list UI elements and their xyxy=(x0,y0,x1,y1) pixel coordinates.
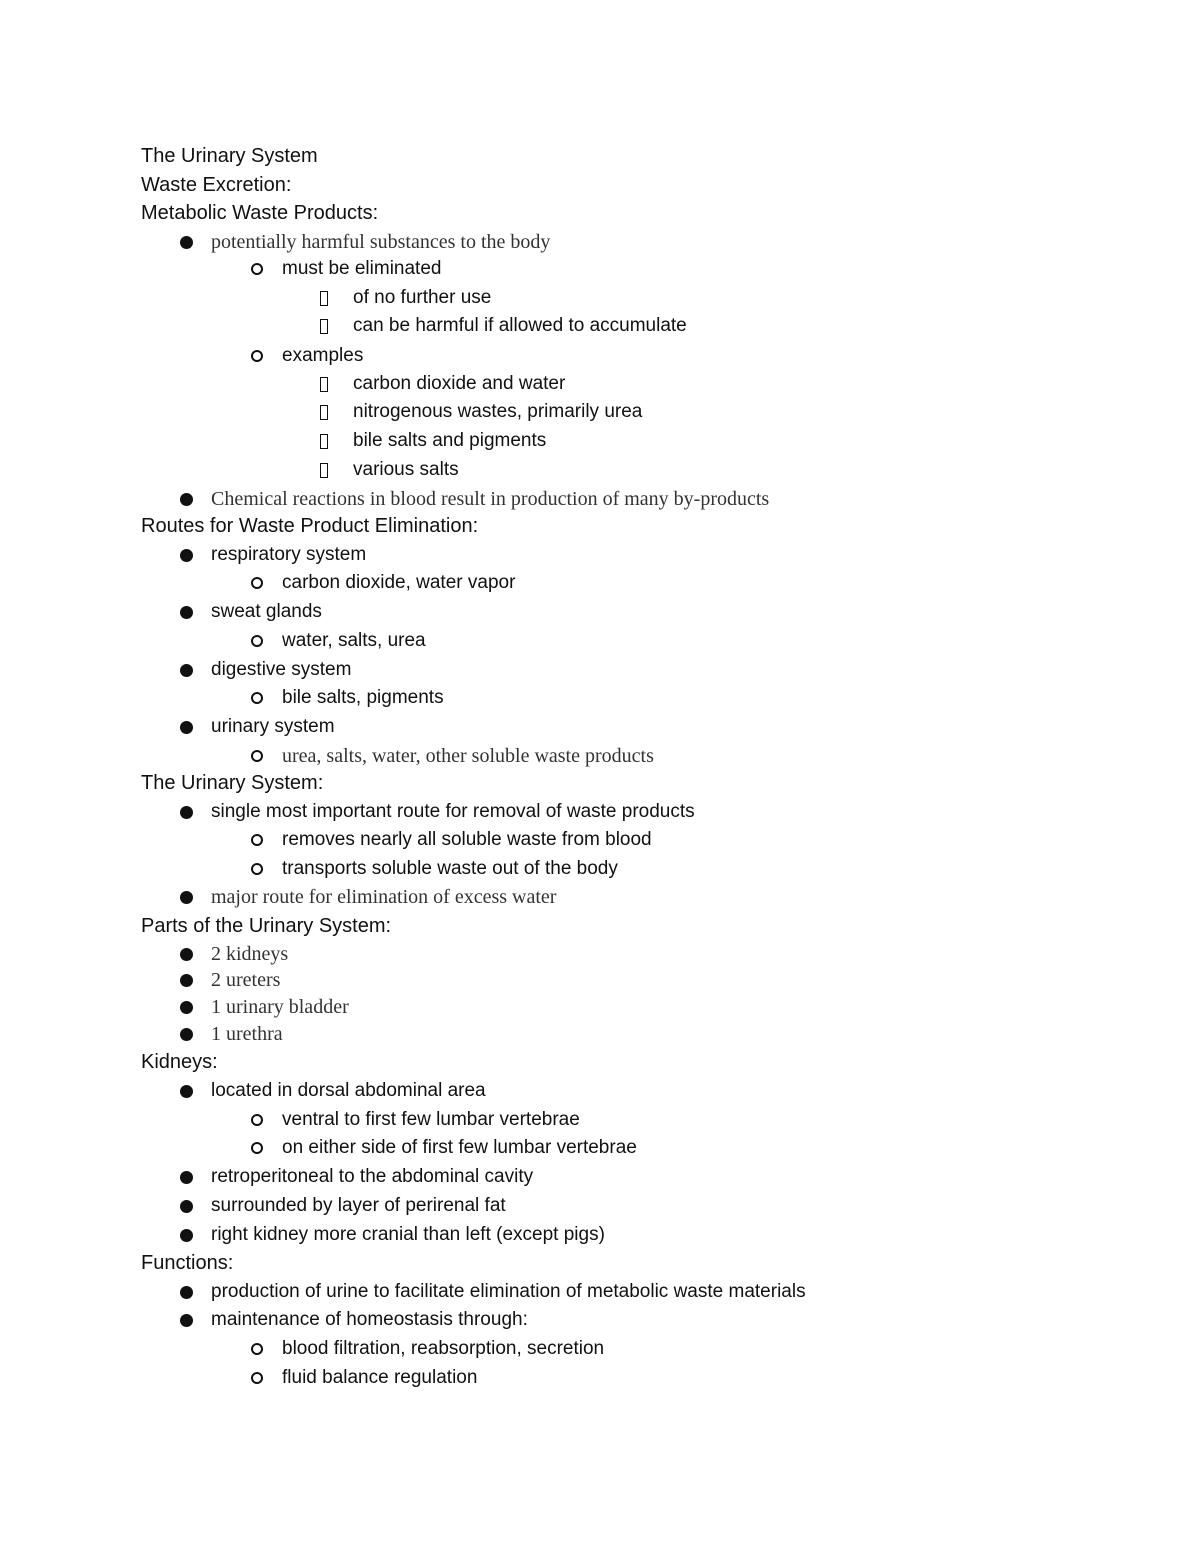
list-item-text: can be harmful if allowed to accumulate xyxy=(353,315,687,336)
section-heading-kidneys: Kidneys: xyxy=(141,1051,218,1073)
filled-bullet-icon xyxy=(176,1077,196,1105)
list-item-text: carbon dioxide, water vapor xyxy=(282,572,516,593)
list-item-text: examples xyxy=(282,345,364,366)
filled-bullet-icon xyxy=(176,228,196,256)
list-item-text: respiratory system xyxy=(211,544,367,565)
filled-bullet-icon xyxy=(176,883,196,911)
missing-glyph-box-icon xyxy=(314,456,334,484)
list-item-text: 2 ureters xyxy=(211,969,281,991)
list-item-text: nitrogenous wastes, primarily urea xyxy=(353,401,643,422)
list-item-text: various salts xyxy=(353,459,459,480)
missing-glyph-box-icon xyxy=(314,398,334,426)
hollow-circle-bullet-icon xyxy=(247,684,267,712)
filled-bullet-icon xyxy=(176,1278,196,1306)
missing-glyph-box-icon xyxy=(314,284,334,312)
filled-bullet-icon xyxy=(176,940,196,968)
hollow-circle-bullet-icon xyxy=(247,1134,267,1162)
list-item-text: potentially harmful substances to the body xyxy=(211,231,551,253)
section-heading-urinary-system: The Urinary System: xyxy=(141,772,324,794)
list-item-text: 1 urinary bladder xyxy=(211,996,349,1018)
list-item-text: single most important route for removal of waste products xyxy=(211,801,695,822)
filled-bullet-icon xyxy=(176,1192,196,1220)
list-item-text: located in dorsal abdominal area xyxy=(211,1080,486,1101)
section-heading-metabolic-waste: Metabolic Waste Products: xyxy=(141,202,379,224)
hollow-circle-bullet-icon xyxy=(247,826,267,854)
hollow-circle-bullet-icon xyxy=(247,255,267,283)
filled-bullet-icon xyxy=(176,656,196,684)
list-item-text: must be eliminated xyxy=(282,258,442,279)
list-item-text: 1 urethra xyxy=(211,1023,283,1045)
list-item-text: water, salts, urea xyxy=(282,630,426,651)
list-item-text: of no further use xyxy=(353,287,492,308)
list-item-text: retroperitoneal to the abdominal cavity xyxy=(211,1166,534,1187)
list-item-text: surrounded by layer of perirenal fat xyxy=(211,1195,506,1216)
list-item-text: urinary system xyxy=(211,716,335,737)
list-item-text: removes nearly all soluble waste from blood xyxy=(282,829,652,850)
list-item-text: sweat glands xyxy=(211,601,322,622)
filled-bullet-icon xyxy=(176,598,196,626)
missing-glyph-box-icon xyxy=(314,427,334,455)
list-item-text: carbon dioxide and water xyxy=(353,373,566,394)
section-heading-parts: Parts of the Urinary System: xyxy=(141,915,392,937)
section-heading-routes: Routes for Waste Product Elimination: xyxy=(141,515,479,537)
missing-glyph-box-icon xyxy=(314,370,334,398)
hollow-circle-bullet-icon xyxy=(247,1364,267,1392)
hollow-circle-bullet-icon xyxy=(247,742,267,770)
hollow-circle-bullet-icon xyxy=(247,1335,267,1363)
list-item-text: digestive system xyxy=(211,659,352,680)
list-item-text: 2 kidneys xyxy=(211,943,289,965)
hollow-circle-bullet-icon xyxy=(247,342,267,370)
filled-bullet-icon xyxy=(176,1306,196,1334)
section-heading-functions: Functions: xyxy=(141,1252,234,1274)
list-item-text: urea, salts, water, other soluble waste products xyxy=(282,745,654,767)
list-item-text: right kidney more cranial than left (except pigs) xyxy=(211,1224,605,1245)
filled-bullet-icon xyxy=(176,541,196,569)
filled-bullet-icon xyxy=(176,485,196,513)
hollow-circle-bullet-icon xyxy=(247,1106,267,1134)
list-item-text: bile salts and pigments xyxy=(353,430,547,451)
list-item-text: ventral to first few lumbar vertebrae xyxy=(282,1109,580,1130)
filled-bullet-icon xyxy=(176,1163,196,1191)
filled-bullet-icon xyxy=(176,1221,196,1249)
hollow-circle-bullet-icon xyxy=(247,855,267,883)
section-heading-waste-excretion: Waste Excretion: xyxy=(141,174,292,196)
filled-bullet-icon xyxy=(176,966,196,994)
filled-bullet-icon xyxy=(176,1020,196,1048)
document-title: The Urinary System xyxy=(141,145,318,167)
filled-bullet-icon xyxy=(176,713,196,741)
hollow-circle-bullet-icon xyxy=(247,569,267,597)
filled-bullet-icon xyxy=(176,798,196,826)
list-item-text: fluid balance regulation xyxy=(282,1367,478,1388)
missing-glyph-box-icon xyxy=(314,312,334,340)
list-item-text: major route for elimination of excess water xyxy=(211,886,557,908)
list-item-text: transports soluble waste out of the body xyxy=(282,858,618,879)
filled-bullet-icon xyxy=(176,993,196,1021)
list-item-text: maintenance of homeostasis through: xyxy=(211,1309,528,1330)
hollow-circle-bullet-icon xyxy=(247,627,267,655)
list-item-text: bile salts, pigments xyxy=(282,687,444,708)
list-item-text: blood filtration, reabsorption, secretion xyxy=(282,1338,605,1359)
list-item-text: production of urine to facilitate elimination of metabolic waste materials xyxy=(211,1281,806,1302)
list-item-text: Chemical reactions in blood result in production of many by-products xyxy=(211,488,770,510)
list-item-text: on either side of first few lumbar vertebrae xyxy=(282,1137,637,1158)
